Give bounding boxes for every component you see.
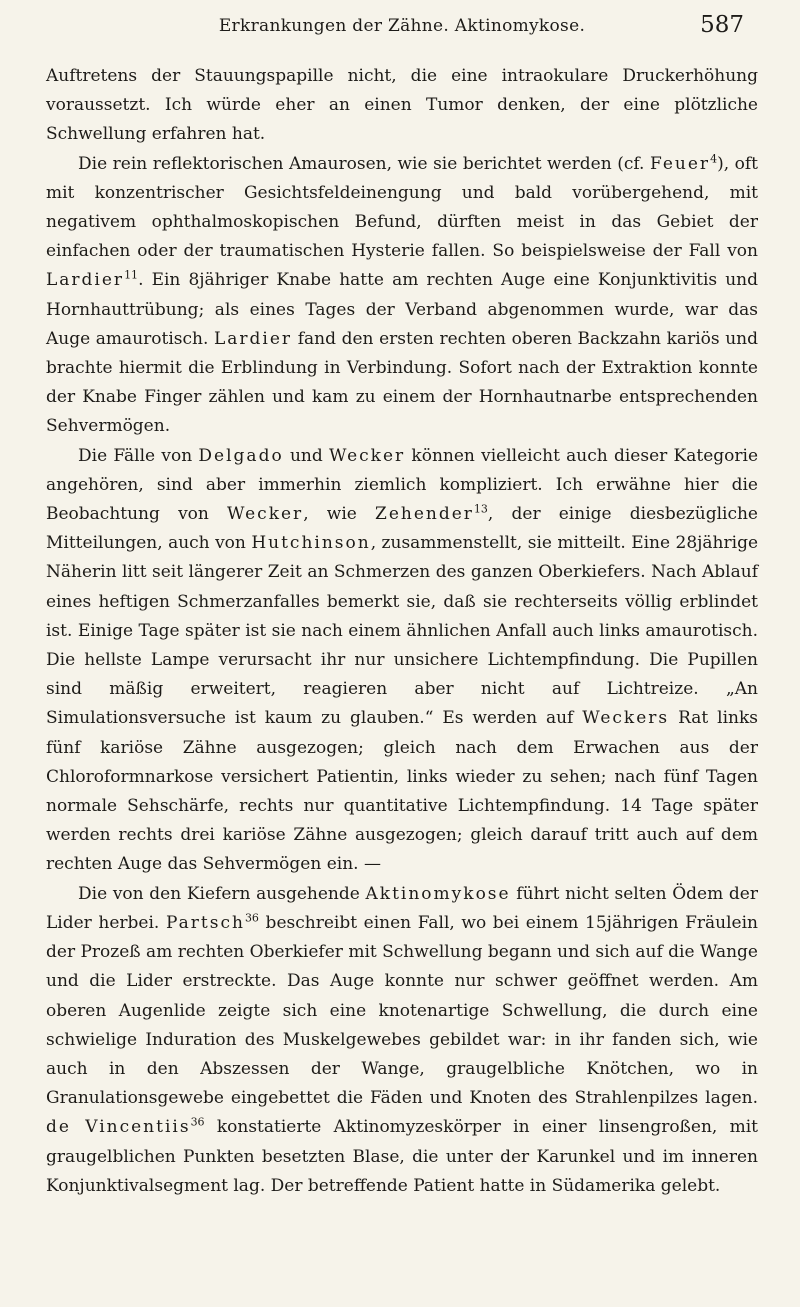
text-run: Die von den Kiefern ausgehende (78, 883, 366, 904)
text-run: Die Fälle von (78, 445, 199, 466)
text-run: , wie (303, 504, 376, 525)
author-name: Hutchinson (251, 533, 371, 554)
text-run: Rat links fünf kariöse Zähne ausgezogen; gleich nach dem Erwachen aus der Chloroformnarkose versichert Patientin, links wieder zu sehen; nach fünf Tagen normale Sehschärfe, rechts nur quantitative Lichtempfindung. 14 Tage später werden rechts drei kariöse Zähne ausgezogen; gleich darauf tritt auch auf dem rechten Auge das Sehvermögen ein. — (46, 708, 758, 875)
author-name: Delgado (198, 445, 284, 466)
footnote-ref: 36 (190, 1115, 205, 1129)
text-run: Auftretens der Stauungspapille nicht, die eine intraokulare Druckerhöhung voraussetzt. Ich würde eher an einen Tumor denken, der eine plötzliche Schwellung erfahren hat. (46, 66, 758, 145)
footnote-ref: 13 (473, 502, 488, 516)
author-name: Partsch (165, 912, 245, 933)
text-run: Die rein reflektorischen Amaurosen, wie sie berichtet werden (cf. (78, 153, 650, 174)
paragraph-1 (46, 62, 758, 150)
author-name: Wecker (329, 445, 406, 466)
paragraph-2 (46, 150, 758, 442)
author-name: Lardier (46, 270, 125, 291)
page-header (46, 12, 758, 52)
running-head: Erkrankungen der Zähne. Aktinomykose. (218, 16, 586, 36)
footnote-ref: 36 (244, 911, 259, 925)
text-run: können vielleicht auch dieser Kategorie angehören, sind aber immerhin ziemlich kompliziert. Ich erwähne hier die Beobachtung von (46, 445, 759, 525)
author-name: Lardier (214, 328, 293, 349)
text-run: , zusammenstellt, sie mitteilt. Eine 28jährige Näherin litt seit längerer Zeit an Schmerzen des ganzen Oberkiefers. Nach Ablauf eines heftigen Schmerzanfalles bemerkt sie, daß sie rechterseits völlig erblindet ist. Einige Tage später ist sie nach einem ähnlichen Anfall auch links amaurotisch. Die hellste Lampe verursacht ihr nur unsichere Lichtempfindung. Die Pupillen sind mäßig erweitert, reagieren aber nicht auf Lichtreize. „An Simulationsversuche ist kaum zu glauben.“ Es werden auf (46, 533, 759, 729)
body-text (46, 62, 758, 1201)
author-name: Feuer (650, 153, 711, 174)
text-run: fand den ersten rechten oberen Backzahn kariös und brachte hiermit die Erblindung in Verbindung. Sofort nach der Extraktion konnte der Knabe Finger zählen und kam zu einem der Hornhautnarbe entsprechenden Sehvermögen. (46, 328, 758, 437)
term-emphasis: Aktinomykose (365, 883, 511, 904)
paragraph-4 (46, 880, 758, 1201)
text-run: beschreibt einen Fall, wo bei einem 15jährigen Fräulein der Prozeß am rechten Oberkiefer mit Schwellung begann und sich auf die Wange und die Lider erstreckte. Das Auge konnte nur schwer geöffnet werden. Am oberen Augenlide zeigte sich eine knotenartige Schwellung, die durch eine schwielige Induration des Muskelgewebes gebildet war: in ihr fanden sich, wie auch in den Abszessen der Wange, graugelbliche Knötchen, wo in Granulationsgewebe eingebettet die Fäden und Knoten des Strahlenpilzes lagen. (46, 912, 759, 1109)
author-name: Wecker (227, 504, 304, 525)
text-run: , der einige diesbezügliche Mitteilungen, auch von (46, 504, 758, 554)
footnote-ref: 4 (710, 151, 718, 165)
text-run: und (283, 445, 329, 466)
text-run: ), oft mit konzentrischer Gesichtsfeldeinengung und bald vorübergehend, mit negativem ophthalmoskopischen Befund, dürften meist in das Gebiet der einfachen oder der traumatischen Hysterie fallen. So beispielsweise der Fall von (46, 153, 758, 262)
text-run: . Ein 8jähriger Knabe hatte am rechten Auge eine Konjunktivitis und Hornhauttrübung; als eines Tages der Verband abgenommen wurde, war das Auge amaurotisch. (46, 270, 758, 349)
page-number: 587 (700, 12, 744, 38)
author-name: de Vincentiis (46, 1117, 191, 1138)
paragraph-3 (46, 442, 758, 880)
author-name: Zehender (375, 504, 474, 525)
footnote-ref: 11 (124, 268, 139, 282)
text-run: führt nicht selten Ödem der Lider herbei. (46, 883, 758, 933)
author-name: Weckers (582, 708, 670, 729)
text-run: konstatierte Aktinomyzeskörper in einer linsengroßen, mit graugelblichen Punkten besetzten Blase, die unter der Karunkel und im inneren Konjunktivalsegment lag. Der betreffende Patient hatte in Südamerika gelebt. (46, 1117, 759, 1196)
